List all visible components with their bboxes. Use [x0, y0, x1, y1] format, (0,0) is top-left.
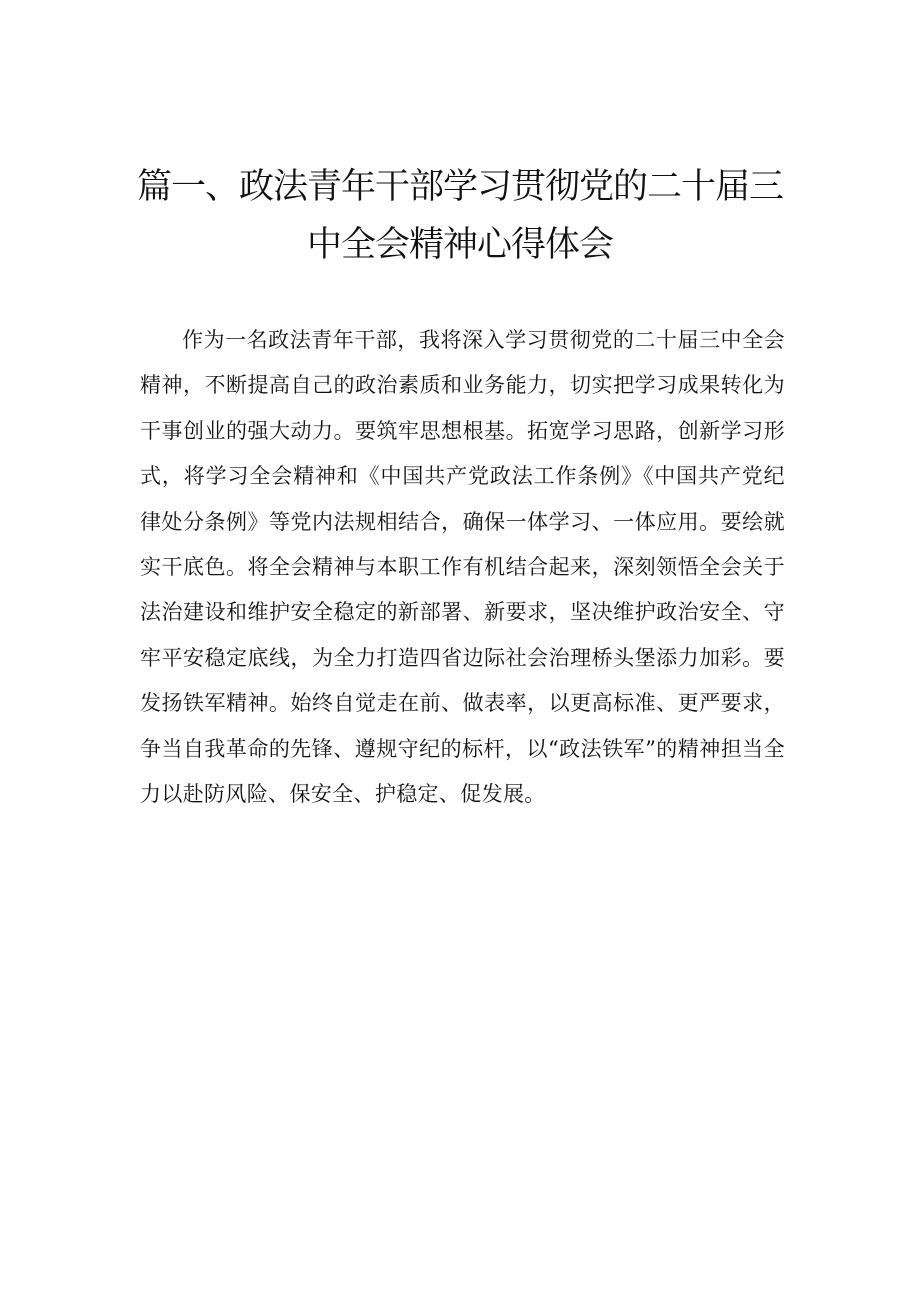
document-title-line-2: 中全会精神心得体会	[306, 225, 613, 265]
document-body-paragraph: 作为一名政法青年干部，我将深入学习贯彻党的二十届三中全会精神，不断提高自己的政治素质和业务能力，切实把学习成果转化为干事创业的强大动力。要筑牢思想根基。拓宽学习思路，创新学习形式，将学习全会精神和《中国共产党政法工作条例》《中国共产党纪律处分条例》等党内法规相结合，确保一体学习、一体应用。要绘就实干底色。将全会精神与本职工作有机结合起来，深刻领悟全会关于法治建设和维护安全稳定的新部署、新要求，坚决维护政治安全、守牢平安稳定底线，为全力打造四省边际社会治理桥头堡添力加彩。要发扬铁军精神。始终自觉走在前、做表率，以更高标准、更严要求，争当自我革命的先锋、遵规守纪的标杆，以“政法铁军”的精神担当全力以赴防风险、保安全、护稳定、促发展。	[140, 328, 785, 807]
document-title	[120, 158, 800, 274]
document-title-line-1: 篇一、政法青年干部学习贯彻党的二十届三	[136, 167, 783, 207]
